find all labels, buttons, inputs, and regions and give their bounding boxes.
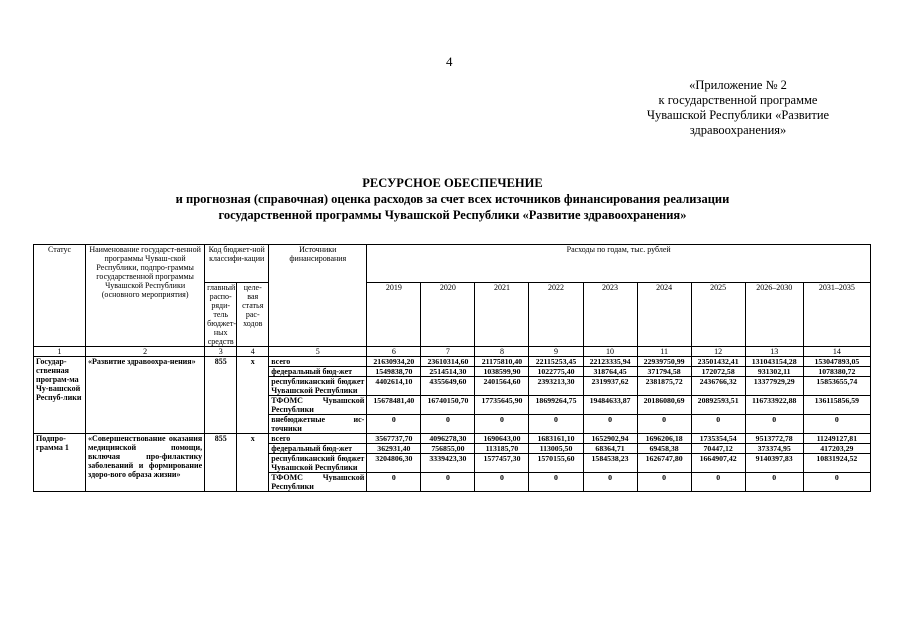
expense-value-cell: 20892593,51 [691, 396, 745, 415]
expense-value-cell: 2393213,30 [529, 377, 583, 396]
manager-code-cell: 855 [205, 434, 237, 492]
year-header: 2026–2030 [745, 283, 803, 293]
header-code: Код бюджет-ной классифи-кации [205, 245, 269, 283]
resource-table [33, 244, 871, 492]
expense-value-cell: 23501432,41 [691, 357, 745, 367]
funding-source-cell: всего [269, 357, 367, 367]
funding-source-cell: ТФОМС Чувашской Республики [269, 473, 367, 492]
expense-value-cell: 931302,11 [745, 367, 803, 377]
status-cell: Подпро-грамма 1 [34, 434, 86, 492]
expense-value-cell: 0 [421, 473, 475, 492]
year-header: 2020 [421, 283, 475, 293]
expense-value-cell: 21175810,40 [475, 357, 529, 367]
appendix-line: здравоохранения» [689, 123, 787, 137]
expense-value-cell: 2514514,30 [421, 367, 475, 377]
expense-value-cell: 1570155,60 [529, 454, 583, 473]
expense-value-cell: 2436766,32 [691, 377, 745, 396]
expense-value-cell: 113185,70 [475, 444, 529, 454]
expense-value-cell: 15678481,40 [367, 396, 421, 415]
expense-value-cell: 1584538,23 [583, 454, 637, 473]
year-header: 2021 [475, 283, 529, 293]
expense-value-cell: 1078380,72 [803, 367, 870, 377]
expense-value-cell: 371794,58 [637, 367, 691, 377]
expense-value-cell: 0 [637, 473, 691, 492]
year-header: 2024 [637, 283, 691, 293]
expense-value-cell: 15853655,74 [803, 377, 870, 396]
expense-value-cell: 9513772,78 [745, 434, 803, 444]
header-expenses: Расходы по годам, тыс. рублей [367, 245, 871, 283]
expense-value-cell: 417203,29 [803, 444, 870, 454]
program-name-cell: «Совершенствование оказания медицинской помощи, включая про-филактику заболеваний и формирование здоро-вого образа жизни» [86, 434, 205, 492]
expense-value-cell: 4096278,30 [421, 434, 475, 444]
expense-value-cell: 10831924,52 [803, 454, 870, 473]
expense-value-cell: 2401564,60 [475, 377, 529, 396]
column-number: 7 [421, 347, 475, 357]
expense-value-cell: 1022775,40 [529, 367, 583, 377]
expense-value-cell: 1696206,18 [637, 434, 691, 444]
table-row [34, 357, 871, 367]
expense-value-cell: 0 [529, 415, 583, 434]
program-name-cell: «Развитие здравоохра-нения» [86, 357, 205, 434]
column-number: 10 [583, 347, 637, 357]
page-number: 4 [446, 54, 453, 69]
expense-value-cell: 3339423,30 [421, 454, 475, 473]
expense-value-cell: 0 [529, 473, 583, 492]
column-number: 13 [745, 347, 803, 357]
expense-value-cell: 2381875,72 [637, 377, 691, 396]
title-line: РЕСУРСНОЕ ОБЕСПЕЧЕНИЕ [362, 176, 543, 190]
expense-value-cell: 16740150,70 [421, 396, 475, 415]
expense-value-cell: 20186080,69 [637, 396, 691, 415]
column-number: 8 [475, 347, 529, 357]
expense-value-cell: 756855,00 [421, 444, 475, 454]
expense-value-cell: 4355649,60 [421, 377, 475, 396]
table-row [34, 434, 871, 444]
column-number: 12 [691, 347, 745, 357]
column-number: 4 [237, 347, 269, 357]
status-cell: Государ-ственная програм-ма Чу-вашской Респуб-лики [34, 357, 86, 434]
expense-value-cell: 1683161,10 [529, 434, 583, 444]
expense-value-cell: 1626747,80 [637, 454, 691, 473]
expense-value-cell: 9140397,83 [745, 454, 803, 473]
expense-value-cell: 2319937,62 [583, 377, 637, 396]
appendix-line: Чувашской Республики «Развитие [646, 108, 830, 122]
funding-source-cell: федеральный бюд-жет [269, 367, 367, 377]
expense-value-cell: 1690643,00 [475, 434, 529, 444]
expense-value-cell: 0 [475, 415, 529, 434]
column-number: 5 [269, 347, 367, 357]
expense-value-cell: 0 [803, 473, 870, 492]
header-manager: главный распо-ряди-тель бюджет-ных средств [205, 283, 237, 347]
expense-value-cell: 4402614,10 [367, 377, 421, 396]
expense-value-cell: 116733922,88 [745, 396, 803, 415]
expense-value-cell: 362931,40 [367, 444, 421, 454]
expense-value-cell: 172072,58 [691, 367, 745, 377]
expense-value-cell: 0 [691, 415, 745, 434]
expense-value-cell: 0 [583, 415, 637, 434]
expense-value-cell: 153047893,05 [803, 357, 870, 367]
expense-value-cell: 113005,50 [529, 444, 583, 454]
column-number: 6 [367, 347, 421, 357]
title-line: государственной программы Чувашской Республики «Развитие здравоохранения» [218, 208, 687, 222]
expense-value-cell: 0 [745, 473, 803, 492]
column-number: 3 [205, 347, 237, 357]
expense-value-cell: 373374,95 [745, 444, 803, 454]
expense-value-cell: 3567737,70 [367, 434, 421, 444]
expense-value-cell: 70447,12 [691, 444, 745, 454]
expense-value-cell: 13377929,29 [745, 377, 803, 396]
year-header: 2025 [691, 283, 745, 293]
funding-source-cell: внебюджетные ис-точники [269, 415, 367, 434]
header-name: Наименование государст-венной программы Чуваш-ской Республики, подпро-граммы государственной программы Чувашской Республики (основного мероприятия) [86, 245, 205, 347]
column-number: 1 [34, 347, 86, 357]
target-item-cell: x [237, 357, 269, 434]
expense-value-cell: 22939750,99 [637, 357, 691, 367]
expense-value-cell: 0 [637, 415, 691, 434]
expense-value-cell: 69458,38 [637, 444, 691, 454]
expense-value-cell: 68364,71 [583, 444, 637, 454]
expense-value-cell: 23610314,60 [421, 357, 475, 367]
document-title [0, 175, 905, 223]
expense-value-cell: 22115253,45 [529, 357, 583, 367]
expense-value-cell: 131043154,28 [745, 357, 803, 367]
expense-value-cell: 0 [367, 473, 421, 492]
funding-source-cell: всего [269, 434, 367, 444]
target-item-cell: x [237, 434, 269, 492]
expense-value-cell: 11249127,81 [803, 434, 870, 444]
year-header: 2031–2035 [803, 283, 870, 293]
expense-value-cell: 1549838,70 [367, 367, 421, 377]
year-header: 2023 [583, 283, 637, 293]
expense-value-cell: 136115856,59 [803, 396, 870, 415]
expense-value-cell: 0 [421, 415, 475, 434]
expense-value-cell: 0 [583, 473, 637, 492]
year-header: 2019 [367, 283, 421, 293]
column-number: 14 [803, 347, 870, 357]
column-number: 11 [637, 347, 691, 357]
expense-value-cell: 0 [803, 415, 870, 434]
header-item: целе-вая статья рас-ходов [237, 283, 269, 347]
appendix-line: «Приложение № 2 [689, 78, 787, 92]
appendix-line: к государственной программе [658, 93, 818, 107]
funding-source-cell: ТФОМС Чувашской Республики [269, 396, 367, 415]
expense-value-cell: 1664907,42 [691, 454, 745, 473]
funding-source-cell: федеральный бюд-жет [269, 444, 367, 454]
funding-source-cell: республиканский бюджет Чувашской Республики [269, 377, 367, 396]
header-status: Статус [34, 245, 86, 347]
expense-value-cell: 1735354,54 [691, 434, 745, 444]
column-number: 2 [86, 347, 205, 357]
expense-value-cell: 1577457,30 [475, 454, 529, 473]
expense-value-cell: 0 [367, 415, 421, 434]
title-line: и прогнозная (справочная) оценка расходов за счет всех источников финансирования реализации [175, 192, 730, 206]
expense-value-cell: 3204806,30 [367, 454, 421, 473]
expense-value-cell: 318764,45 [583, 367, 637, 377]
expense-value-cell: 17735645,90 [475, 396, 529, 415]
appendix-block [620, 78, 856, 138]
header-source: Источники финансирования [269, 245, 367, 347]
expense-value-cell: 0 [475, 473, 529, 492]
expense-value-cell: 21630934,20 [367, 357, 421, 367]
year-header: 2022 [529, 283, 583, 293]
column-number: 9 [529, 347, 583, 357]
expense-value-cell: 19484633,87 [583, 396, 637, 415]
expense-value-cell: 1038599,90 [475, 367, 529, 377]
expense-value-cell: 18699264,75 [529, 396, 583, 415]
expense-value-cell: 0 [745, 415, 803, 434]
expense-value-cell: 22123335,94 [583, 357, 637, 367]
expense-value-cell: 1652902,94 [583, 434, 637, 444]
manager-code-cell: 855 [205, 357, 237, 434]
expense-value-cell: 0 [691, 473, 745, 492]
funding-source-cell: республиканский бюджет Чувашской Республики [269, 454, 367, 473]
